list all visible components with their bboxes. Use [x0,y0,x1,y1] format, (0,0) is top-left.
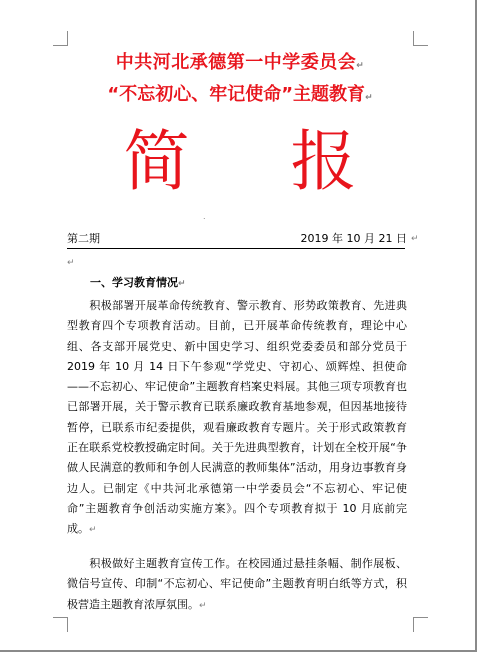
body-paragraph-2-text: 积极做好主题教育宣传工作。在校园通过悬挂条幅、制作展板、微信号宣传、印制“不忘初心、牢记使命”主题教育明白纸等方式，积极营造主题教育浓厚氛围。 [67,557,407,611]
theme-title [60,82,420,111]
header-rule [67,248,405,249]
issue-date: 2019 年 10 月 21 日 [300,232,407,245]
body-paragraph-2 [67,554,407,616]
crop-mark-bottom-right [413,617,428,632]
organization-title-text: 中共河北承德第一中学委员会 [115,52,357,73]
theme-title-text: “不忘初心、牢记使命”主题教育 [107,84,366,105]
paragraph-mark-icon: ↵ [178,279,186,289]
paragraph-mark-icon: ↵ [89,525,97,536]
crop-mark-bottom-left [53,617,68,632]
paragraph-mark-icon: ↵ [411,234,419,244]
body-paragraph-1 [67,296,407,541]
paragraph-mark-icon: ↵ [365,93,373,103]
section-heading-text: 一、学习教育情况 [90,276,178,289]
brief-title: 简 报 [123,123,397,200]
section-heading [90,275,186,292]
body-paragraph-1-text: 积极部署开展革命传统教育、警示教育、形势政策教育、先进典型教育四个专项教育活动。目前，已开展革命传统教育，理论中心组、各支部开展党史、新中国史学习、组织党委委员和部分党员于 2019 年 10 月 14 日下午参观“学党史、守初心、颂辉煌、担使命——不忘初心、牢记使命”主题教育档案史料展。其他三项专项教育也已部署开展，关于警示教育已联系廉政教育基地参观，但因基地接待暂停，已联系市纪委提供，观看廉政教育专题片。关于形式政策教育正在联系党校教授确定时间。关于先进典型教育，计划在全校开展“争做人民满意的教师和争创人民满意的教师集体”活动，用身边事教育身边人。已制定《中共河北承德第一中学委员会“不忘初心、牢记使命”主题教育争创活动实施方案》。四个专项教育拟于 10 月底前完成。 [67,299,407,536]
issue-number: 第二期 [67,232,100,245]
paragraph-mark-icon: ↵ [199,600,207,611]
crop-mark-top-right [413,31,428,46]
crop-mark-top-left [53,31,68,46]
organization-title [60,50,420,79]
anchor-dot-icon: . [203,212,206,221]
paragraph-mark-icon: ↵ [356,61,365,71]
paragraph-mark-icon: ↵ [67,258,75,268]
